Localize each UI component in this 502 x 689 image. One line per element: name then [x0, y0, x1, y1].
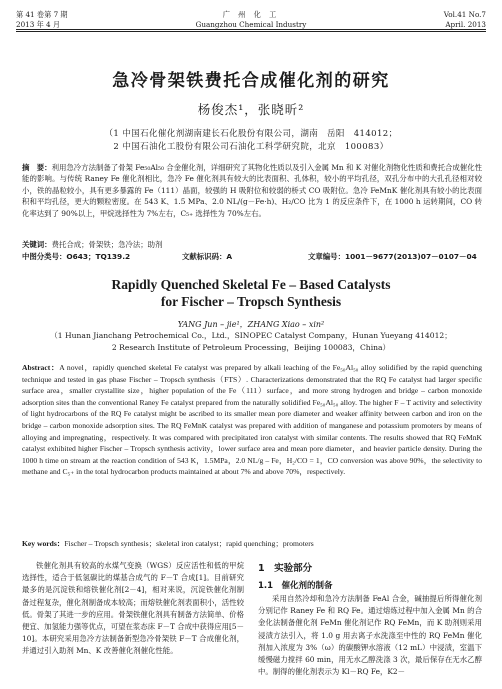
abstract-en-text: A novel，rapidly quenched skeletal Fe catalyst was prepared by alkali leaching of the Fe₅₀Al₅₀ alloy solidified by the rapid quenching technique and tested in gas phase Fischer – Tropsch synthesis（FTS）. Characterizations demonstrated that the RQ Fe catalyst had larger specific surface area，smaller crystallite size，higher population of the Fe（111）surface，and more strong hydrogen and bridge – carbon monoxide adsorption sites than the conventional Raney Fe catalyst prepared from the naturally solidified Fe₅₀Al₅₀ alloy. The higher F – T activity and selectivity of light hydrocarbons of the RQ Fe catalyst might be ascribed to its smaller mean pore diameter and weaker affinity between carbon and iron on the bridge – carbon monoxide adsorption sites. The RQ FeMnK catalyst was prepared with addition of manganese and potassium promoters by means of alloying and impregnating，respectively. It was compared with precipitated iron catalyst with similar contents. The results showed that RQ FeMnK catalyst exhibited higher Fischer – Tropsch synthesis activity，lower surface area and mean pore diameter，and heavier particle density. During the 1000 h time on stream at the reaction condition of 543 K，1.5MPa，2.0 NL/g – Fe，H₂/CO = 1，CO conversion was above 90%，the selectivity to methane and C₅₊ in the total hydrocarbon products maintained at about 7% and above 70%，respectively.: [22, 363, 482, 477]
affiliation-cn-2: 2 中国石油化工股份有限公司石油化工科学研究院，北京 100083）: [113, 142, 389, 152]
keywords-en: [22, 538, 482, 549]
journal-name-en: Guangzhou Chemical Industry: [195, 20, 307, 29]
affiliation-en-1: （1 Hunan Jianchang Petrochemical Co.，Ltd.，SINOPEC Catalyst Company，Hunan Yueyang 414012；: [50, 331, 452, 340]
abstract-cn-text: 利用急冷方法制备了骨架 Fe₅₀Al₅₀ 合金催化剂，详细研究了其物化性质以及引入金属 Mn 和 K 对催化剂物化性质和费托合成催化性能的影响。与传统 Raney Fe 催化剂相比，急冷 Fe 催化剂具有较大的比表面积、孔体积，较小的平均孔径，双孔分布中的大孔孔径相对较小，铁的晶粒较小，具有更多暴露的 Fe（111）晶面，较强的 H 吸附位和较弱的桥式 CO 吸附位。急冷 FeMnK 催化剂具有较小的比表面积和平均孔径，更大的颗粒密度。在 543 K、1.5 MPa、2.0 NL/(g－Fe·h)、H₂/CO 比为 1 的反应条件下，在 1000 h 运转期间，CO 转化率达到了 90%以上，甲烷选择性为 7%左右，C₅₊ 选择性为 70%左右。: [22, 163, 482, 218]
abstract-cn: [22, 162, 482, 219]
clc-number: 中图分类号：O643；TQ139.2: [22, 252, 131, 261]
article-meta-cn: [22, 251, 482, 263]
paper-title-en-line1: Rapidly Quenched Skeletal Fe – Based Catalysts: [111, 277, 391, 292]
affiliation-en-2: 2 Research Institute of Petroleum Processing，Beijing 100083，China）: [111, 343, 391, 352]
authors-en: YANG Jun – jie¹，ZHANG Xiao – xin²: [177, 320, 325, 329]
keywords-cn: [22, 239, 482, 250]
article-number: 文章编号：1001－9677(2013)07－0107－04: [308, 252, 477, 261]
journal-issue-en: [444, 10, 486, 30]
keywords-cn-label: 关键词：: [22, 240, 52, 249]
keywords-en-text: Fischer – Tropsch synthesis；skeletal iron catalyst；rapid quenching；promoters: [64, 539, 314, 548]
catalyst-prep-paragraph: 采用自然冷却和急冷方法制备 FeAl 合金，碱抽提后所得催化剂分别记作 Raney Fe 和 RQ Fe。通过熔炼过程中加入金属 Mn 的合金化法制备催化剂 FeMn 催化剂记作 RQ FeMn，而 K 助剂则采用浸渍方法引入，将 1.0 g 用去离子水洗涤至中性的 RQ FeMn 催化剂加入浓度为 3%（ω）的碳酸钾水溶液（12 mL）中浸渍，室温下缓慢磁力搅拌 60 min，用无水乙醇洗涤 3 次，最后保存在无水乙醇中。制得的催化剂表示为 Kl－RQ Fe，K2－: [258, 594, 482, 677]
affiliation-cn-1: （1 中国石化催化剂湖南建长石化股份有限公司，湖南 岳阳 414012；: [104, 129, 398, 139]
issue-volume-en: Vol.41 No.7: [443, 10, 486, 19]
authors-cn: 杨俊杰¹，张晓昕²: [197, 102, 305, 117]
body-column-right: [258, 560, 482, 678]
keywords-en-label: Key words：: [22, 539, 65, 548]
abstract-en: [22, 362, 482, 478]
subsection-heading-catalyst-prep: 1.1 催化剂的制备: [258, 581, 333, 591]
journal-name-cn: 广 州 化 工: [222, 10, 280, 19]
issue-date-en: April. 2013: [445, 20, 486, 29]
introduction-paragraph: 铁催化剂具有较高的水煤气变换（WGS）反应活性和低的甲烷选择性，适合于低氢碳比的煤基合成气的 F－T 合成[1]。目前研究最多的是沉淀铁和熔铁催化剂[2－4]，相对来说，沉淀铁催化剂制备过程复杂，催化剂制备成本较高；而熔铁催化剂表面积小，活性较低。骨架了其进一步的应用。骨架铁催化剂具有制备方法简单、价格便宜、加氢能力强等优点，可望在浆态床 F－T 合成中获得应用[5－10]。本研究采用急冷方法制备新型急冷骨架铁 F－T 合成催化剂，并通过引入助剂 Mn、K 改善催化剂催化性能。: [22, 561, 244, 656]
keywords-cn-text: 费托合成；骨架铁；急冷法；助剂: [51, 240, 163, 249]
paper-title-en-line2: for Fischer – Tropsch Synthesis: [160, 294, 342, 309]
journal-name: [16, 10, 486, 30]
header-rule: [16, 29, 486, 30]
paper-title-en: [0, 276, 502, 310]
document-code: 文献标识码：A: [182, 252, 233, 261]
paper-title-cn: 急冷骨架铁费托合成催化剂的研究: [112, 71, 390, 91]
issue-volume: 第 41 卷第 7 期: [16, 10, 68, 19]
header-rule-thin: [16, 31, 486, 32]
section-heading-experimental: 1 实验部分: [258, 563, 313, 574]
abstract-en-label: Abstract：: [22, 363, 60, 372]
abstract-cn-label: 摘 要：: [22, 163, 52, 172]
issue-date: 2013 年 4 月: [16, 20, 61, 29]
running-header: [16, 6, 486, 40]
body-column-left: [22, 560, 244, 658]
